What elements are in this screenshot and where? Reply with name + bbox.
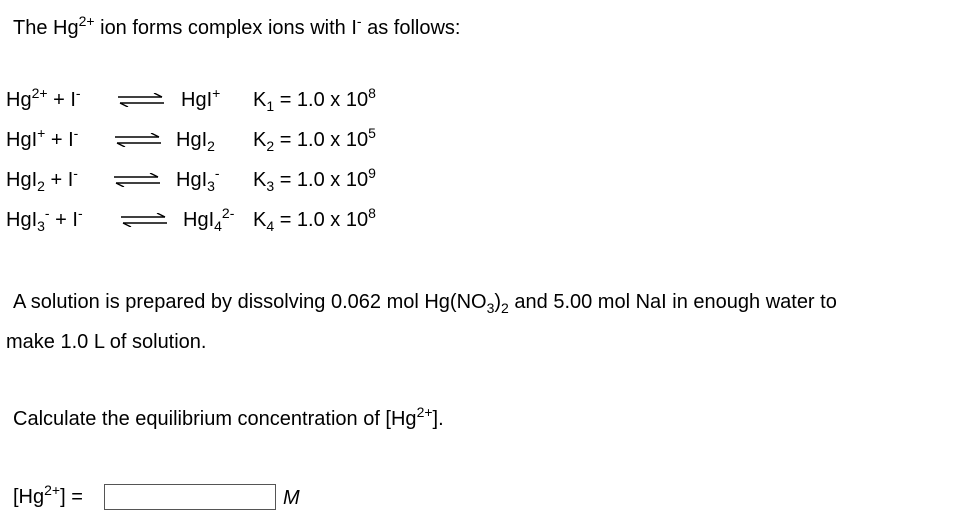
answer-label-post: ] = xyxy=(60,486,83,508)
intro-ion-charge: - xyxy=(356,13,362,29)
k-sub: 3 xyxy=(266,178,275,194)
k-label: K xyxy=(253,89,267,111)
reaction-1-left xyxy=(6,85,81,112)
subscript: 4 xyxy=(214,218,222,234)
charge: - xyxy=(73,165,78,181)
k1-constant xyxy=(253,85,376,114)
reaction-1-right xyxy=(181,85,221,112)
problem-text: A solution is prepared by dissolving 0.062 mol Hg(NO xyxy=(13,291,487,313)
intro-pre: The Hg xyxy=(13,17,79,39)
problem-text: make 1.0 L of solution. xyxy=(6,331,207,353)
plus-iodide: + I xyxy=(47,89,76,111)
charge: 2- xyxy=(221,205,235,221)
charge: - xyxy=(214,165,220,181)
reaction-4-left xyxy=(6,205,83,234)
reaction-4-right xyxy=(183,205,235,234)
problem-line-1 xyxy=(13,290,837,314)
species: HgI xyxy=(183,209,215,231)
k-eq: = 1.0 x 10 xyxy=(274,89,369,111)
answer-label-charge: 2+ xyxy=(44,482,61,498)
k-sub: 4 xyxy=(266,218,275,234)
question-text xyxy=(13,404,444,431)
equilibrium-arrow-icon xyxy=(113,133,163,147)
k2-constant xyxy=(253,125,376,154)
intro-post: as follows: xyxy=(361,17,461,39)
plus-iodide: + I xyxy=(49,209,78,231)
k-exp: 8 xyxy=(368,205,376,221)
intro-charge: 2+ xyxy=(78,13,95,29)
k-eq: = 1.0 x 10 xyxy=(274,169,369,191)
k-exp: 8 xyxy=(368,85,376,101)
reaction-3-left xyxy=(6,165,78,194)
intro-text xyxy=(13,13,461,40)
equilibrium-arrow-icon xyxy=(119,213,169,227)
subscript: 2 xyxy=(37,178,45,194)
k-sub: 2 xyxy=(266,138,275,154)
species: HgI xyxy=(6,169,38,191)
k-label: K xyxy=(253,129,267,151)
plus-iodide: + I xyxy=(45,129,74,151)
plus-iodide: + I xyxy=(44,169,74,191)
problem-text: and 5.00 mol NaI in enough water to xyxy=(508,291,837,313)
answer-label-pre: [Hg xyxy=(13,486,45,508)
charge: + xyxy=(37,125,46,141)
k3-constant xyxy=(253,165,376,194)
answer-input[interactable] xyxy=(104,484,276,510)
subscript: 2 xyxy=(207,138,215,154)
reaction-2-right xyxy=(176,128,215,152)
question-charge: 2+ xyxy=(416,404,433,420)
k-exp: 9 xyxy=(368,165,376,181)
charge: - xyxy=(75,85,81,101)
charge: - xyxy=(73,125,79,141)
k-eq: = 1.0 x 10 xyxy=(274,209,369,231)
subscript: 3 xyxy=(207,178,215,194)
equilibrium-arrow-icon xyxy=(112,173,162,187)
question-post: ]. xyxy=(432,408,444,430)
subscript: 2 xyxy=(501,300,509,316)
charge: + xyxy=(212,85,221,101)
reaction-3-right xyxy=(176,165,220,194)
species: HgI xyxy=(6,209,38,231)
subscript: 3 xyxy=(37,218,45,234)
species: HgI xyxy=(176,129,208,151)
question-pre: Calculate the equilibrium concentration of [Hg xyxy=(13,408,417,430)
k-label: K xyxy=(253,209,267,231)
species: HgI xyxy=(176,169,208,191)
reaction-2-left xyxy=(6,125,79,152)
k-eq: = 1.0 x 10 xyxy=(274,129,369,151)
problem-text: ) xyxy=(494,291,502,313)
k-label: K xyxy=(253,169,267,191)
intro-mid: ion forms complex ions with I xyxy=(94,17,357,39)
species: HgI xyxy=(181,89,213,111)
equilibrium-arrow-icon xyxy=(116,93,166,107)
answer-label xyxy=(13,482,83,509)
species: HgI xyxy=(6,129,38,151)
k-sub: 1 xyxy=(266,98,275,114)
problem-line-2 xyxy=(6,330,207,354)
unit-label: M xyxy=(283,487,300,509)
k4-constant xyxy=(253,205,376,234)
charge: - xyxy=(77,205,83,221)
subscript: 3 xyxy=(486,300,495,316)
charge: 2+ xyxy=(31,85,48,101)
k-exp: 5 xyxy=(368,125,376,141)
charge: - xyxy=(44,205,50,221)
species: Hg xyxy=(6,89,32,111)
